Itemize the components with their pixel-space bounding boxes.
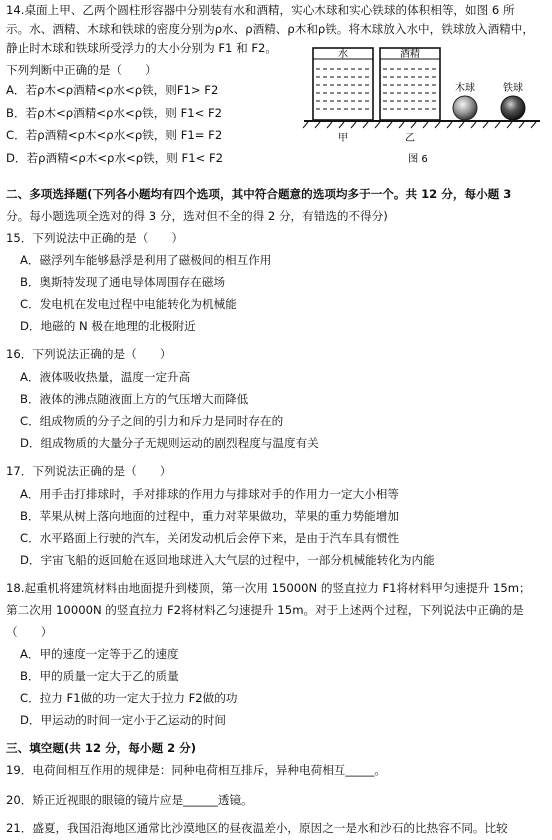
q19-text: 19．电荷间相互作用的规律是：同种电荷相互排斥，异种电荷相互_____。	[6, 763, 386, 777]
q14-option-c: C．若ρ酒精<ρ木<ρ水<ρ铁，则 F1= F2	[6, 128, 223, 142]
iron-ball-label: 铁球	[503, 83, 523, 94]
q15-option-a: A．磁浮列车能够悬浮是利用了磁极间的相互作用	[20, 253, 272, 267]
figure-6-diagram	[300, 45, 546, 175]
q15-option-d: D．地磁的 N 极在地理的北极附近	[20, 319, 196, 333]
section2-desc: 分。每小题选项全选对的得 3 分，选对但不全的得 2 分，有错选的不得分)	[6, 209, 388, 223]
q18-option-c: C．拉力 F1做的功一定大于拉力 F2做的功	[20, 691, 238, 705]
q18-option-d: D．甲运动的时间一定小于乙运动的时间	[20, 713, 227, 727]
q16-option-c: C．组成物质的分子之间的引力和斥力是同时存在的	[20, 414, 284, 428]
q18-line1: 18.起重机将建筑材料由地面提升到楼顶，第一次用 15000N 的竖直拉力 F1将材料甲匀速提升 15m；	[6, 581, 531, 595]
q18-option-b: B．甲的质量一定大于乙的质量	[20, 669, 179, 683]
q16-option-a: A．液体吸收热量，温度一定升高	[20, 370, 191, 384]
wood-ball	[453, 96, 477, 120]
water-dashes	[316, 69, 370, 109]
q18-option-a: A．甲的速度一定等于乙的速度	[20, 647, 179, 661]
alcohol-dashes	[383, 69, 437, 109]
q14-option-b: B．若ρ木<ρ酒精<ρ水<ρ铁，则 F1< F2	[6, 106, 223, 120]
figure-caption: 图 6	[408, 154, 428, 165]
section3-title: 三、填空题(共 12 分，每小题 2 分)	[6, 741, 197, 755]
q17-option-a: A．用手击打排球时，手对排球的作用力与排球对手的作用力一定大小相等	[20, 487, 399, 501]
q14-line1: 14.桌面上甲、乙两个圆柱形容器中分别装有水和酒精，实心木球和实心铁球的体积相等，如图 6 所	[6, 3, 515, 17]
q14-line2: 示。水、酒精、木球和铁球的密度分别为ρ水、ρ酒精、ρ木和ρ铁。将木球放入水中，铁球放入酒精中，	[6, 22, 534, 36]
ground-hatching	[303, 122, 536, 128]
container-jia-label: 甲	[338, 133, 348, 144]
q21-text: 21．盛夏，我国沿海地区通常比沙漠地区的昼夜温差小，原因之一是水和沙石的比热容不同。比较	[6, 821, 508, 835]
q15-option-c: C．发电机在发电过程中电能转化为机械能	[20, 297, 237, 311]
q16-stem: 16．下列说法正确的是（ ）	[6, 347, 172, 361]
q16-option-b: B．液体的沸点随液面上方的气压增大而降低	[20, 392, 249, 406]
q15-stem: 15．下列说法中正确的是（ ）	[6, 231, 184, 245]
q20-text: 20．矫正近视眼的眼镜的镜片应是______透镜。	[6, 793, 253, 807]
q14-line3: 静止时木球和铁球所受浮力的大小分别为 F1 和 F2。	[6, 41, 278, 55]
q17-option-b: B．苹果从树上落向地面的过程中，重力对苹果做功，苹果的重力势能增加	[20, 509, 399, 523]
q15-option-b: B．奥斯特发现了通电导体周围存在磁场	[20, 275, 226, 289]
q17-option-c: C．水平路面上行驶的汽车，关闭发动机后会停下来，是由于汽车具有惯性	[20, 531, 400, 545]
q16-option-d: D．组成物质的大量分子无规则运动的剧烈程度与温度有关	[20, 436, 319, 450]
water-label: 水	[338, 49, 348, 60]
iron-ball	[501, 96, 525, 120]
q18-line2: 第二次用 10000N 的竖直拉力 F2将材料乙匀速提升 15m。对于上述两个过程，下列说法中正确的是	[6, 603, 524, 617]
section2-title: 二、多项选择题(下列各小题均有四个选项，其中符合题意的选项均多于一个。共 12 分，每小题 3	[6, 187, 512, 201]
container-yi-label: 乙	[405, 133, 415, 144]
q14-option-a: A．若ρ木<ρ酒精<ρ水<ρ铁，则F1> F2	[6, 83, 219, 97]
alcohol-label: 酒精	[400, 49, 420, 60]
q18-line3: （ ）	[6, 625, 53, 639]
q17-stem: 17．下列说法正确的是（ ）	[6, 464, 172, 478]
wood-ball-label: 木球	[455, 83, 475, 94]
q14-option-d: D．若ρ酒精<ρ木<ρ水<ρ铁，则 F1< F2	[6, 151, 224, 165]
q17-option-d: D．宇宙飞船的返回舱在返回地球进入大气层的过程中，一部分机械能转化为内能	[20, 553, 435, 567]
q14-prompt: 下列判断中正确的是（ ）	[6, 63, 157, 77]
